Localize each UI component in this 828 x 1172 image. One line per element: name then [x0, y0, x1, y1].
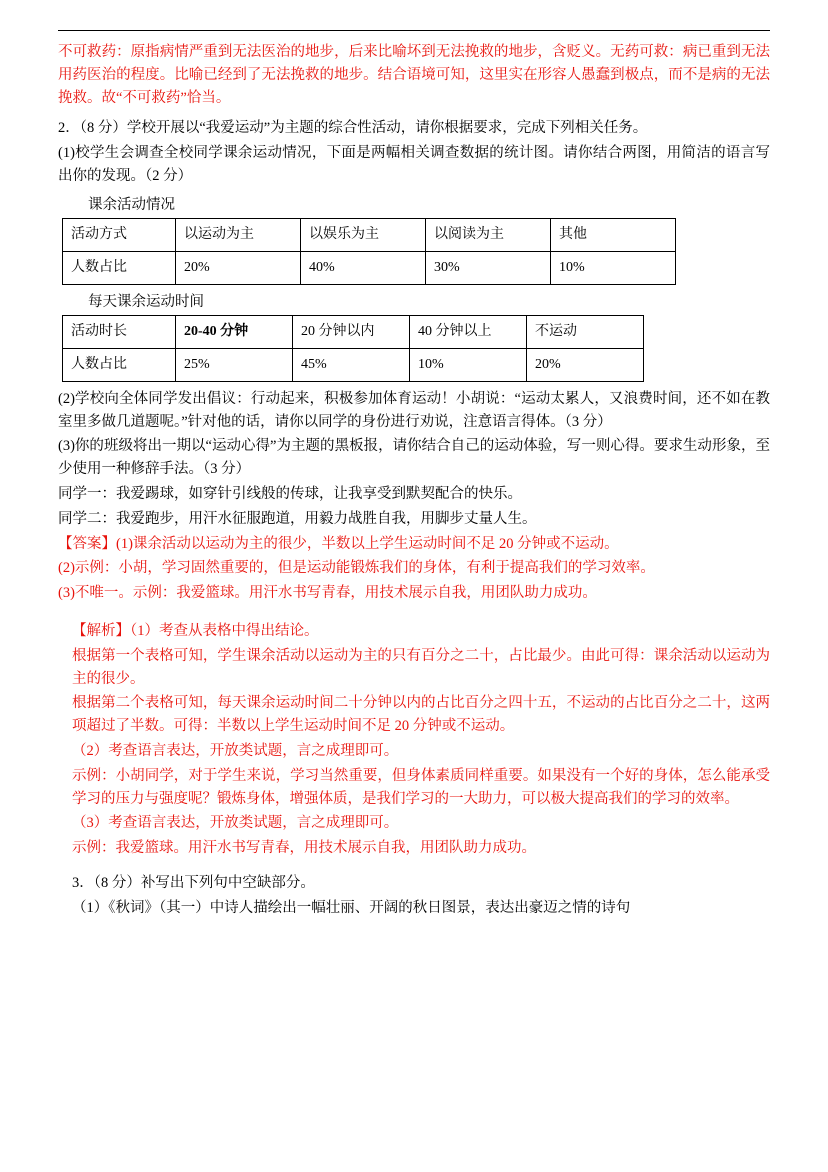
analysis-paragraph-3: （2）考查语言表达，开放类试题，言之成理即可。 — [72, 742, 399, 759]
table2-r0-c1: 20 分钟以内 — [293, 315, 410, 348]
question-2-sub3: (3)你的班级将出一期以“运动心得”为主题的黑板报，请你结合自己的运动体验，写一则心得。要求生动形象，至少使用一种修辞手法。（3 分） — [58, 438, 770, 478]
analysis-block — [58, 620, 770, 860]
answer-line-2: (2)示例：小胡，学习固然重要的，但是运动能锻炼我们的身体，有利于提高我们的学习效率。 — [58, 560, 655, 577]
table1-r1-label: 人数占比 — [63, 251, 176, 284]
question-3-stem: 3．（8 分）补写出下列句中空缺部分。 — [72, 874, 315, 891]
question-2-sub2: (2)学校向全体同学发出倡议：行动起来，积极参加体育运动！小胡说：“运动太累人，又浪费时间，还不如在教室里多做几道题呢。”针对他的话，请你以同学的身份进行劝说，注意语言得体。（3 分） — [58, 390, 770, 430]
question-3-sub1: （1）《秋词》（其一）中诗人描绘出一幅壮丽、开阔的秋日图景，表达出豪迈之情的诗句 — [72, 899, 631, 916]
question-2-stem: 2．（8 分）学校开展以“我爱运动”为主题的综合性活动，请你根据要求，完成下列相关任务。 — [58, 120, 648, 137]
student-example-2: 同学二：我爱跑步，用汗水征服跑道，用毅力战胜自我，用脚步丈量人生。 — [58, 510, 537, 527]
table2-r0-c0: 20-40 分钟 — [176, 315, 293, 348]
analysis-paragraph-5: （3）考查语言表达，开放类试题，言之成理即可。 — [72, 815, 399, 832]
table2-r0-c3: 不运动 — [527, 315, 644, 348]
spacer — [58, 607, 770, 620]
analysis-paragraph-1: 根据第一个表格可知，学生课余活动以运动为主的只有百分之二十，占比最少。由此可得：课余活动以运动为主的很少。 — [72, 647, 770, 687]
table2-r1-c1: 45% — [293, 348, 410, 381]
answer-line-3: (3)不唯一。示例：我爱篮球。用汗水书写青春，用技术展示自我，用团队助力成功。 — [58, 585, 597, 602]
analysis-title: 【解析】（1）考查从表格中得出结论。 — [72, 622, 319, 639]
table1-r0-c2: 以阅读为主 — [426, 218, 551, 251]
table-row — [63, 251, 676, 284]
table1-r0-label: 活动方式 — [63, 218, 176, 251]
table2-r0-label: 活动时长 — [63, 315, 176, 348]
analysis-paragraph-4: 示例：小胡同学，对于学生来说，学习当然重要，但身体素质同样重要。如果没有一个好的身体，怎么能承受学习的压力与强度呢？锻炼身体，增强体质，是我们学习的一大助力，可以极大提高我们的学习的效率。 — [72, 767, 770, 807]
analysis-paragraph-6: 示例：我爱篮球。用汗水书写青春，用技术展示自我，用团队助力成功。 — [72, 840, 536, 857]
table1-r1-c2: 30% — [426, 251, 551, 284]
table-courseactivity — [62, 218, 676, 285]
table1-caption: 课余活动情况 — [88, 196, 175, 213]
table2-r1-c2: 10% — [410, 348, 527, 381]
table1-r1-c1: 40% — [301, 251, 426, 284]
analysis-paragraph-2: 根据第二个表格可知，每天课余运动时间二十分钟以内的占比百分之四十五，不运动的占比百分之二十，这两项超过了半数。可得：半数以上学生运动时间不足 20 分钟或不运动。 — [72, 695, 770, 735]
table2-caption: 每天课余运动时间 — [88, 293, 204, 310]
top-answer-paragraph: 不可救药：原指病情严重到无法医治的地步，后来比喻坏到无法挽救的地步，含贬义。无药可救：病已重到无法用药医治的程度。比喻已经到了无法挽救的地步。结合语境可知，这里实在形容人愚蠢到极点，而不是病的无法挽救。故“不可救药”恰当。 — [58, 44, 770, 106]
table2-r1-label: 人数占比 — [63, 348, 176, 381]
table-row — [63, 218, 676, 251]
question-2-sub1: (1)校学生会调查全校同学课余运动情况，下面是两幅相关调查数据的统计图。请你结合两图，用简洁的语言写出你的发现。（2 分） — [58, 145, 770, 184]
table2-r0-c2: 40 分钟以上 — [410, 315, 527, 348]
table2-r1-c3: 20% — [527, 348, 644, 381]
answer-line-1: 【答案】(1)课余活动以运动为主的很少，半数以上学生运动时间不足 20 分钟或不运动。 — [58, 535, 619, 552]
student-example-1: 同学一：我爱踢球，如穿针引线般的传球，让我享受到默契配合的快乐。 — [58, 485, 522, 502]
table1-r0-c0: 以运动为主 — [176, 218, 301, 251]
spacer — [58, 862, 770, 868]
table1-r1-c3: 10% — [551, 251, 676, 284]
table-row — [63, 348, 644, 381]
table1-r0-c3: 其他 — [551, 218, 676, 251]
table1-r0-c1: 以娱乐为主 — [301, 218, 426, 251]
table-dailyexercisetime — [62, 315, 644, 382]
header-rule — [58, 30, 770, 31]
table-row — [63, 315, 644, 348]
table2-r1-c0: 25% — [176, 348, 293, 381]
table1-r1-c0: 20% — [176, 251, 301, 284]
